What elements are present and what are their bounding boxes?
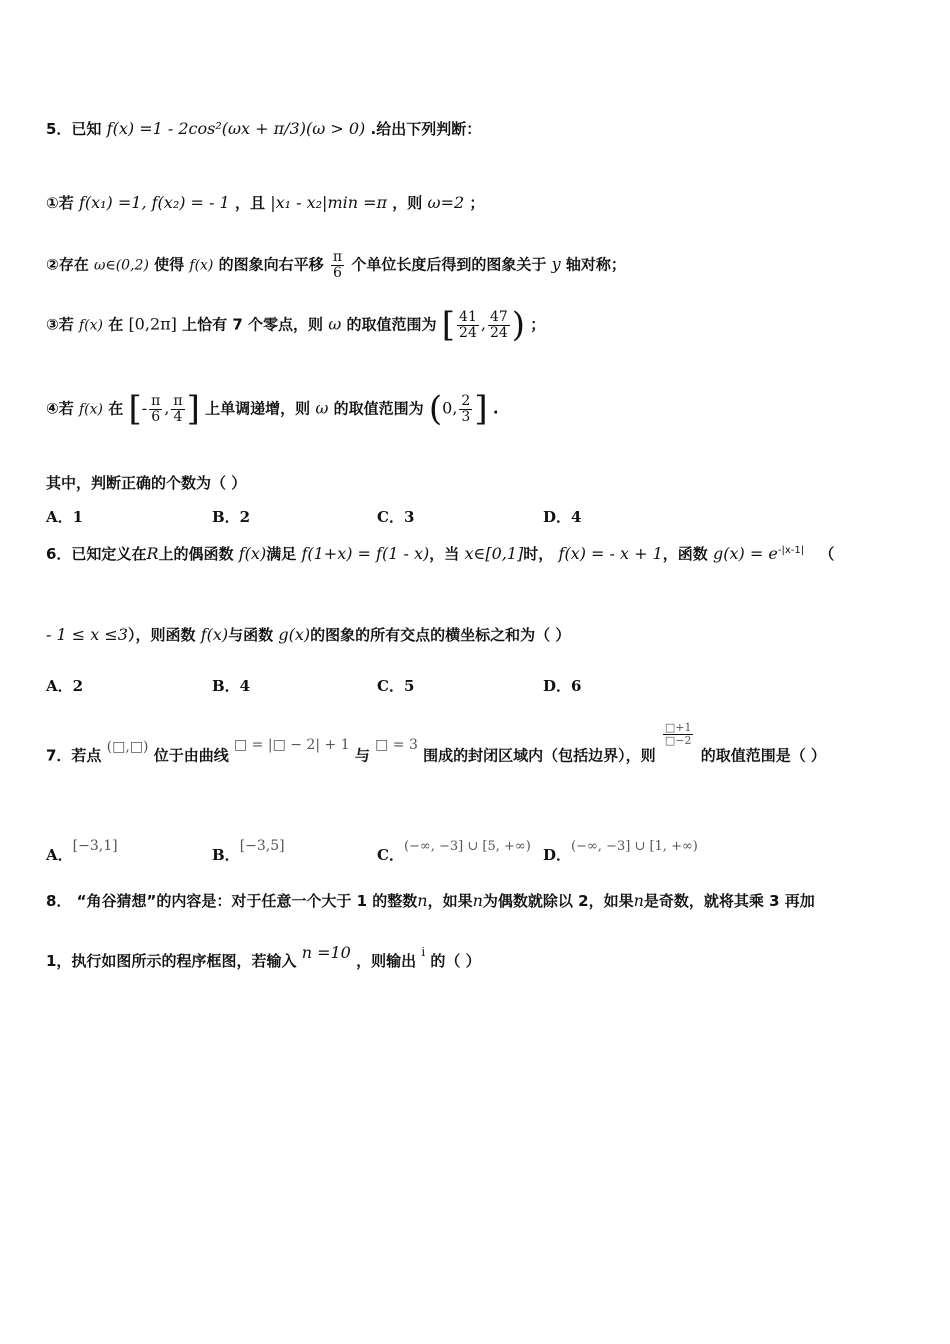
q8-stem-line2 [46, 943, 481, 971]
q8-t3: 为偶数就除以 2，如果 [482, 892, 634, 910]
s4-fx: f(x) [78, 401, 103, 418]
q5-question: 其中，判断正确的个数为（ ） [46, 474, 247, 492]
q5-option-d: D．4 [543, 508, 582, 526]
q6-range: - 1 ≤ x ≤3 [46, 625, 128, 644]
s2-frac: $\frac{\pi}{6}$ [332, 249, 343, 281]
q8-i: i [421, 945, 426, 959]
q6-t5: ，函数 [662, 545, 708, 563]
q7-option-c: C．(−∞, −3] ∪ [5, +∞) [377, 839, 531, 864]
s3-right-paren: ) [511, 305, 526, 345]
q7-option-b: B．[−3,5] [212, 838, 285, 864]
s3-t3: 的取值范围为 [346, 315, 437, 334]
s4-frac-a: $\frac{\pi}{6}$ [151, 392, 161, 425]
s4-left-paren: ( [428, 389, 443, 429]
q7-point: (□,□) [106, 738, 149, 755]
q5-option-b: B．2 [212, 508, 251, 526]
s2-t1: 使得 [154, 255, 185, 274]
q6-option-a: A．2 [46, 677, 84, 695]
s2-cond: ω∈(0,2) [93, 257, 149, 274]
s4-mark: ④若 [46, 399, 74, 418]
q8-t1: “角谷猜想”的内容是：对于任意一个大于 1 的整数 [76, 892, 418, 910]
q5-number: 5．已知 [46, 120, 102, 138]
q5-statement-2 [46, 250, 626, 280]
s3-fx: f(x) [78, 317, 103, 334]
q6-t8: 与函数 [228, 626, 274, 644]
q7-t1: 位于由曲线 [153, 746, 229, 765]
s3-mark: ③若 [46, 315, 74, 334]
s4-frac-c: $\frac{2}{3}$ [461, 392, 471, 425]
q6-domain: x∈[0,1] [464, 544, 524, 563]
q8-n2: n [472, 891, 483, 910]
q6-t9: 的图象的所有交点的横坐标之和为（ ） [310, 626, 571, 644]
q6-option-c: C．5 [377, 677, 415, 695]
s2-fx: f(x) [189, 257, 214, 274]
q6-option-b: B．4 [212, 677, 251, 695]
q5-formula: f(x) =1 - 2cos²(ωx + π/3)(ω > 0) [106, 119, 366, 138]
s3-interval: [0,2π] [128, 314, 177, 334]
q5-stem [46, 118, 481, 139]
s3-t2: 上恰有 7 个零点，则 [182, 315, 324, 334]
q8-l2c: 的（ ） [430, 952, 481, 970]
q6-option-d: D．6 [543, 677, 582, 695]
q8-number: 8． [46, 892, 72, 910]
q8-n1: n [417, 891, 428, 910]
s4-end: . [492, 399, 499, 418]
s2-t2: 的图象向右平移 [218, 255, 324, 274]
q5-option-a: A．1 [46, 508, 84, 526]
q6-g: g(x) = e [713, 544, 778, 563]
q5-statement-3: ③若 f(x) 在 [0,2π] 上恰有 7 个零点，则 ω 的取值范围为 [ $\frac{41}{24}$ , $\frac{47}{24}$ ) ； [46, 305, 546, 345]
s2-mark: ②存在 [46, 255, 89, 274]
q5-statement-1 [46, 192, 484, 213]
q6-gx: g(x) [278, 625, 311, 644]
q6-t2: 满足 [266, 545, 297, 563]
s4-t1: 在 [108, 399, 124, 418]
q5-option-c: C．3 [377, 508, 415, 526]
s4-omega: ω [315, 398, 329, 418]
q6-g-exp: -|x-1| [777, 545, 805, 556]
q7-curve: □ = |□ − 2| + 1 [234, 736, 350, 753]
q8-input: n =10 [301, 943, 351, 962]
s4-left-bracket: [ [128, 389, 142, 429]
s4-right-bracket: ] [186, 389, 200, 429]
q7-number: 7．若点 [46, 746, 102, 765]
s4-frac-b: $\frac{\pi}{4}$ [173, 392, 183, 425]
s1-and: ，且 [234, 194, 265, 212]
q6-t6: （ [819, 545, 835, 563]
q7-frac: $\frac{□+1}{□-2}$ [664, 721, 692, 747]
s2-t3: 个单位长度后得到的图象关于 [351, 255, 547, 274]
s3-frac-b: $\frac{47}{24}$ [489, 308, 508, 341]
q7-t4: 的取值范围是（ ） [700, 746, 826, 765]
q6-R: R [146, 544, 159, 563]
s1-cond: f(x₁) =1, f(x₂) = - 1 [78, 193, 230, 212]
q6-fx: f(x) [238, 544, 267, 563]
q6-t3: ，当 [429, 545, 460, 563]
q8-l2b: ，则输出 [356, 952, 417, 970]
q6-stem-line1 [46, 543, 834, 564]
q6-fx-2: f(x) [200, 625, 229, 644]
q6-def: f(x) = - x + 1 [558, 544, 663, 563]
q6-t7: ），则函数 [127, 626, 196, 644]
q5-tail: .给出下列判断： [370, 120, 482, 138]
q7-line: □ = 3 [375, 736, 418, 753]
q8-stem-line1 [46, 890, 815, 911]
s2-y: y [551, 254, 561, 274]
q8-l2a: 1，执行如图所示的程序框图，若输入 [46, 952, 297, 970]
s3-omega: ω [328, 314, 342, 334]
q6-eq: f(1+x) = f(1 - x) [301, 544, 430, 563]
s1-mark: ①若 [46, 194, 74, 212]
q8-t4: 是奇数，就将其乘 3 再加 [643, 892, 815, 910]
q7-option-a: A．[−3,1] [46, 838, 118, 864]
s3-left-bracket: [ [441, 305, 456, 345]
s4-t3: 的取值范围为 [333, 399, 424, 418]
s1-end: ； [469, 194, 485, 212]
s3-frac-a: $\frac{41}{24}$ [459, 308, 477, 341]
s1-then: ，则 [392, 194, 423, 212]
q6-t1: 上的偶函数 [158, 545, 234, 563]
q5-statement-4: ④若 f(x) 在 [- $\frac{\pi}{6}$ , $\frac{\pi}{4}$ ] 上单调递增，则 ω 的取值范围为 (0, $\frac{2}{3}$ ] . [46, 389, 499, 429]
q6-t4: 时， [523, 545, 554, 563]
s1-result: ω=2 [427, 193, 465, 212]
s4-right-bracket2: ] [474, 389, 488, 429]
q8-t2: ，如果 [427, 892, 473, 910]
q7-option-d: D．(−∞, −3] ∪ [1, +∞) [543, 839, 698, 864]
q7-t3: 围成的封闭区域内（包括边界），则 [423, 746, 656, 765]
q6-number: 6．已知定义在 [46, 545, 147, 563]
s4-t2: 上单调递增，则 [205, 399, 311, 418]
s2-t4: 轴对称； [565, 255, 626, 274]
s3-end: ； [530, 315, 546, 334]
s3-t1: 在 [108, 315, 124, 334]
q6-stem-line2 [46, 624, 570, 645]
s1-abs: |x₁ - x₂|min =π [270, 193, 388, 212]
q7-stem [46, 721, 826, 768]
q8-n3: n [633, 891, 644, 910]
q7-t2: 与 [354, 746, 370, 765]
